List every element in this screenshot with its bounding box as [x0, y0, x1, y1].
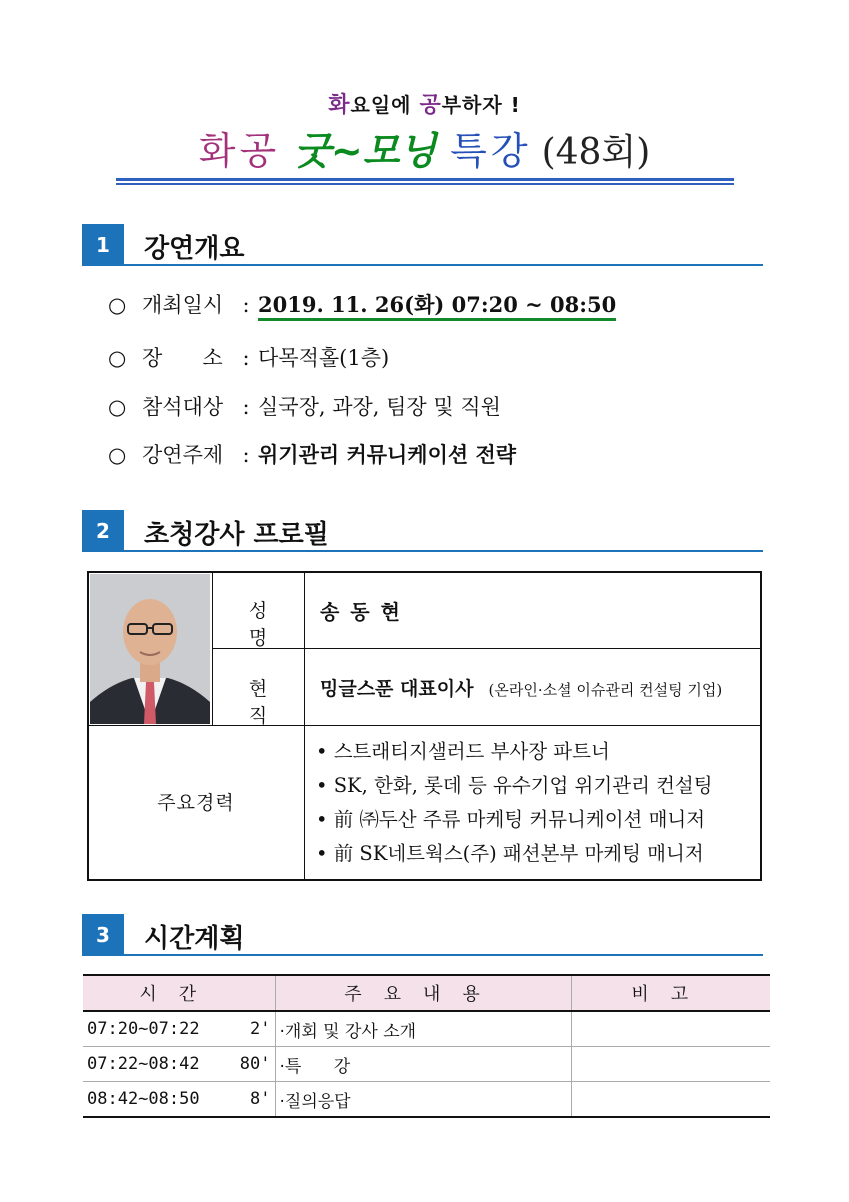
speaker-photo — [90, 574, 210, 724]
overview-value: 실국장, 과장, 팀장 및 직원 — [258, 395, 501, 419]
overview-target — [108, 392, 501, 422]
bullet: ○ — [108, 395, 127, 419]
overview-value: 다목적홀(1층) — [258, 346, 390, 370]
subtitle — [0, 88, 849, 119]
title-rule — [116, 183, 734, 185]
subtitle-part: 화 — [328, 93, 351, 118]
content-cell: ·개회 및 강사 소개 — [275, 1011, 571, 1047]
speaker-portrait-icon — [90, 574, 210, 724]
schedule-header-row — [83, 975, 770, 1011]
content-cell: ·특 강 — [275, 1047, 571, 1082]
career-item: • 스트래티지샐러드 부사장 파트너 — [316, 735, 713, 769]
section-rule — [124, 550, 763, 552]
title-part: 특강 — [450, 129, 532, 173]
section-label: 강연개요 — [144, 234, 245, 264]
content-cell: ·질의응답 — [275, 1082, 571, 1118]
section-label: 시간계획 — [144, 924, 245, 954]
time-range: 07:22~08:42 — [87, 1054, 200, 1074]
position-value: 밍글스푼 대표이사 — [320, 678, 474, 700]
section-label: 초청강사 프로필 — [144, 520, 329, 550]
table-divider — [88, 725, 761, 726]
title-part: 굿~모닝 — [294, 129, 437, 173]
overview-key: 장 소 — [142, 346, 223, 370]
label-career: 주요경력 — [157, 792, 235, 814]
overview-value: 위기관리 커뮤니케이션 전략 — [258, 442, 517, 467]
section-rule — [124, 954, 763, 956]
career-item: • SK, 한화, 롯데 등 유수기업 위기관리 컨설팅 — [316, 769, 713, 803]
header-note: 비고 — [571, 975, 770, 1011]
position-note: (온라인·소셜 이슈관리 컨설팅 기업) — [488, 681, 723, 699]
note-cell — [571, 1047, 770, 1082]
table-row — [83, 1047, 770, 1082]
separator: : — [242, 395, 250, 419]
duration: 8' — [250, 1089, 271, 1109]
section-number: 1 — [82, 224, 124, 266]
duration: 2' — [250, 1019, 271, 1039]
section-rule — [124, 264, 763, 266]
label-name: 성명 — [248, 600, 294, 649]
title-part: (48회) — [541, 132, 651, 173]
header-content: 주요내용 — [275, 975, 571, 1011]
bullet: ○ — [108, 346, 127, 370]
time-range: 08:42~08:50 — [87, 1089, 200, 1109]
speaker-name: 송 동 현 — [320, 600, 402, 624]
schedule-table — [83, 974, 770, 1118]
speaker-position — [320, 674, 722, 701]
subtitle-part: 요일에 — [350, 93, 420, 117]
overview-value: 2019. 11. 26(화) 07:20 ~ 08:50 — [258, 292, 616, 321]
header-time: 시간 — [83, 975, 275, 1011]
title-part: 화공 — [198, 129, 281, 173]
time-cell — [83, 1011, 275, 1047]
time-cell — [83, 1047, 275, 1082]
title-rule — [116, 178, 734, 181]
overview-key: 참석대상 — [142, 395, 224, 419]
label-position: 현직 — [248, 678, 294, 727]
overview-key: 강연주제 — [142, 443, 224, 467]
overview-topic — [108, 440, 516, 470]
section-heading-overview — [82, 224, 763, 266]
section-heading-schedule — [82, 914, 763, 956]
career-list — [316, 735, 713, 871]
time-range: 07:20~07:22 — [87, 1019, 200, 1039]
bullet: ○ — [108, 293, 127, 317]
table-divider — [304, 573, 305, 879]
page-title — [0, 120, 849, 175]
section-number: 3 — [82, 914, 124, 956]
table-row — [83, 1082, 770, 1118]
separator: : — [242, 293, 250, 317]
overview-date — [108, 290, 616, 320]
separator: : — [242, 346, 250, 370]
career-item: • 前 ㈜두산 주류 마케팅 커뮤니케이션 매니저 — [316, 803, 713, 837]
time-cell — [83, 1082, 275, 1118]
career-item: • 前 SK네트웍스(주) 패션본부 마케팅 매니저 — [316, 837, 713, 871]
subtitle-part: 부하자 ! — [441, 93, 521, 117]
table-row — [83, 1011, 770, 1047]
overview-place — [108, 343, 389, 373]
section-heading-profile — [82, 510, 763, 552]
overview-key: 개최일시 — [142, 293, 224, 317]
note-cell — [571, 1011, 770, 1047]
note-cell — [571, 1082, 770, 1118]
section-number: 2 — [82, 510, 124, 552]
subtitle-part: 공 — [419, 93, 442, 118]
separator: : — [242, 443, 250, 467]
duration: 80' — [239, 1054, 271, 1074]
bullet: ○ — [108, 443, 127, 467]
